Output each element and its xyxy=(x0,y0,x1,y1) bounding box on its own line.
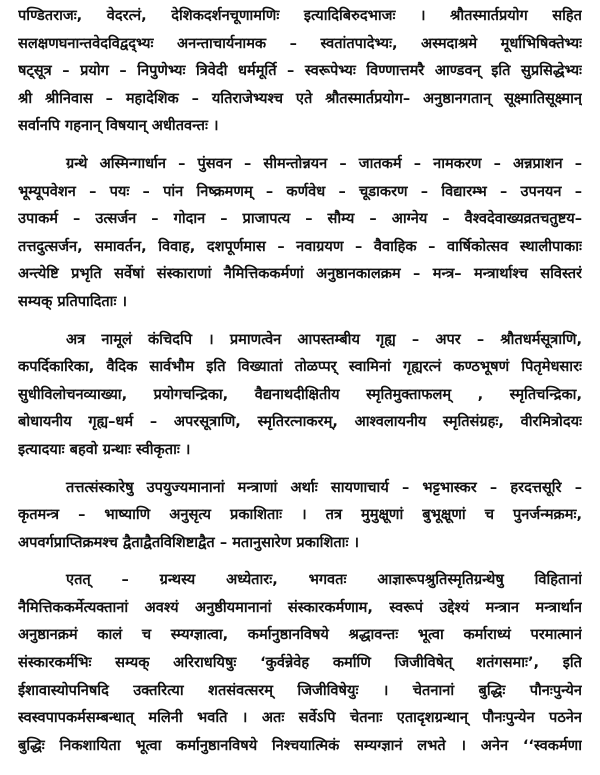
text-line: स्वस्वपापकर्मसम्बन्धात् मलिनी भवति । अतः सर्वेऽपि चेतनाः एतादृशग्रन्थान् पौनःपुन्येन पठनेन xyxy=(18,709,582,727)
text-line: संस्कारकर्मभिः सम्यक् अरिराधयिषुः ‘कुर्वन्नेवेह कर्माणि जिजीविषेत् शतंगसमाः’, इति xyxy=(18,654,582,672)
text-line: सम्यक् प्रतिपादिताः । xyxy=(18,292,128,310)
text-line: इत्यादयाः बहवो ग्रन्थाः स्वीकृताः । xyxy=(18,440,191,458)
paragraph-3 xyxy=(18,326,582,464)
text-line: बुद्धिः निकशायिता भूत्वा कर्मानुष्ठानविषये निश्चयात्मिकं सम्यग्ज्ञानं लभते । अनेन ‘‘स्वकर्मणा xyxy=(18,736,582,754)
text-line: नैमित्तिककर्मेत्यक्तानां अवश्यं अनुष्ठीयमानानां संस्कारकर्मणाम, स्वरूपं उद्देश्यं मन्त्रान मन्त्रार्थान xyxy=(18,598,582,616)
paragraph-5 xyxy=(18,566,582,759)
text-line: श्री श्रीनिवास – महादेशिक – यतिराजेभ्यश्च एते श्रौतस्मार्तप्रयोग– अनुष्ठानगतान् सूक्ष्मातिसूक्ष्मान् xyxy=(18,89,582,107)
text-line: तत्तदुत्सर्जन, समावर्तन, विवाह, दशपूर्णमास – नवाग्रयण – वैवाहिक – वार्षिकोत्सव स्थालीपाकाः xyxy=(18,237,582,255)
text-line: अत्र नामूलं कंचिदपि । प्रमाणत्वेन आपस्तम्बीय गृह्य – अपर – श्रौतधर्मसूत्राणि, xyxy=(66,330,582,348)
document-page xyxy=(18,2,582,769)
text-line: उपाकर्म – उत्सर्जन – गोदान – प्राजापत्य – सौम्य – आग्नेय – वैश्वदेवाख्यव्रतचतुष्टय– xyxy=(18,210,582,228)
text-line: पण्डितराजः, वेदरत्नं, देशिकदर्शनचूणामणिः इत्यादिबिरुदभाजः । श्रौतस्मार्तप्रयोग सहित xyxy=(18,7,582,24)
text-line: सर्वानपि गहनान् विषयान् अधीतवन्तः । xyxy=(18,117,219,135)
paragraph-1 xyxy=(18,2,582,140)
text-line: षट्सूत्र – प्रयोग – निपुणेभ्यः त्रिवेदी धर्ममूर्ति – स्वरूपेभ्यः विण्णात्तमरै आण्डवन् इति सुप्रसिद्धेभ्यः xyxy=(18,62,582,80)
text-line: कपर्दिकारिका, वैदिक सार्वभौम इति विख्यातां तोळप्पर् स्वामिनां गृह्यरत्नं कण्ठभूषणं पितृमेधसारः xyxy=(18,358,582,376)
paragraph-2 xyxy=(18,150,582,316)
text-line: तत्तत्संस्कारेषु उपयुज्यमानानां मन्त्राणां अर्थाः सायणाचार्य – भट्टभास्कर – हरदत्तसूरि – xyxy=(66,478,582,496)
text-line: एतत् – ग्रन्थस्य अध्येतारः, भगवतः आज्ञारूपश्रुतिस्मृतिग्रन्थेषु विहितानां xyxy=(66,571,582,589)
text-line: सुधीविलोचनव्याख्या, प्रयोगचन्द्रिका, वैद्यनाथदीक्षितीय स्मृतिमुक्ताफलम् , स्मृतिचन्द्रिका, xyxy=(18,385,582,403)
text-line: भूम्यूपवेशन – पयः – पांन निष्क्रमणम् – कर्णवेध – चूडाकरण – विद्यारम्भ – उपनयन – xyxy=(18,182,582,200)
text-line: सलक्षणघनान्तवेदविद्वद्भ्यः अनन्ताचार्यनामक – स्वतांतपादेभ्यः, अस्मदाश्रमे मूर्धाभिषिक्तेभ्यः xyxy=(18,34,582,52)
text-line: कृतमन्त्र – भाष्याणि अनुसृत्य प्रकाशिताः । तत्र मुमुक्षूणां बुभूक्षूणां च पुनर्जन्मक्रमः, xyxy=(18,506,582,524)
text-line: अनुष्ठानक्रमं कालं च स्म्यग्ज्ञात्वा, कर्मानुष्ठानविषये श्रद्धावन्तः भूत्वा कर्माराध्यं परमात्मानं xyxy=(18,626,582,644)
text-line: ईशावास्योपनिषदि उक्तरित्या शतसंवत्सरम् जिजीविषेयुः । चेतनानां बुद्धिः पौनःपुन्येन xyxy=(18,681,582,699)
text-line: अपवर्गप्राप्तिक्रमश्च द्वैताद्वैतविशिष्टाद्वैत – मतानुसारेण प्रकाशिताः । xyxy=(18,533,360,551)
text-line: ग्रन्थे अस्मिन्गार्धान – पुंसवन – सीमन्तोन्नयन – जातकर्म – नामकरण – अन्नप्राशन – xyxy=(66,154,582,172)
paragraph-4 xyxy=(18,474,582,557)
text-line: अन्त्येष्टि प्रभृति सर्वेषां संस्काराणां नैमित्तिककर्मणां अनुष्ठानकालक्रम – मन्त्र– मन्त्रार्थाश्च सविस्तरं xyxy=(18,265,582,283)
text-line: बोधायनीय गृह्य–धर्म – अपरसूत्राणि, स्मृतिरत्नाकरम्, आश्वलायनीय स्मृतिसंग्रहः, वीरमित्रोदयः xyxy=(18,413,582,431)
